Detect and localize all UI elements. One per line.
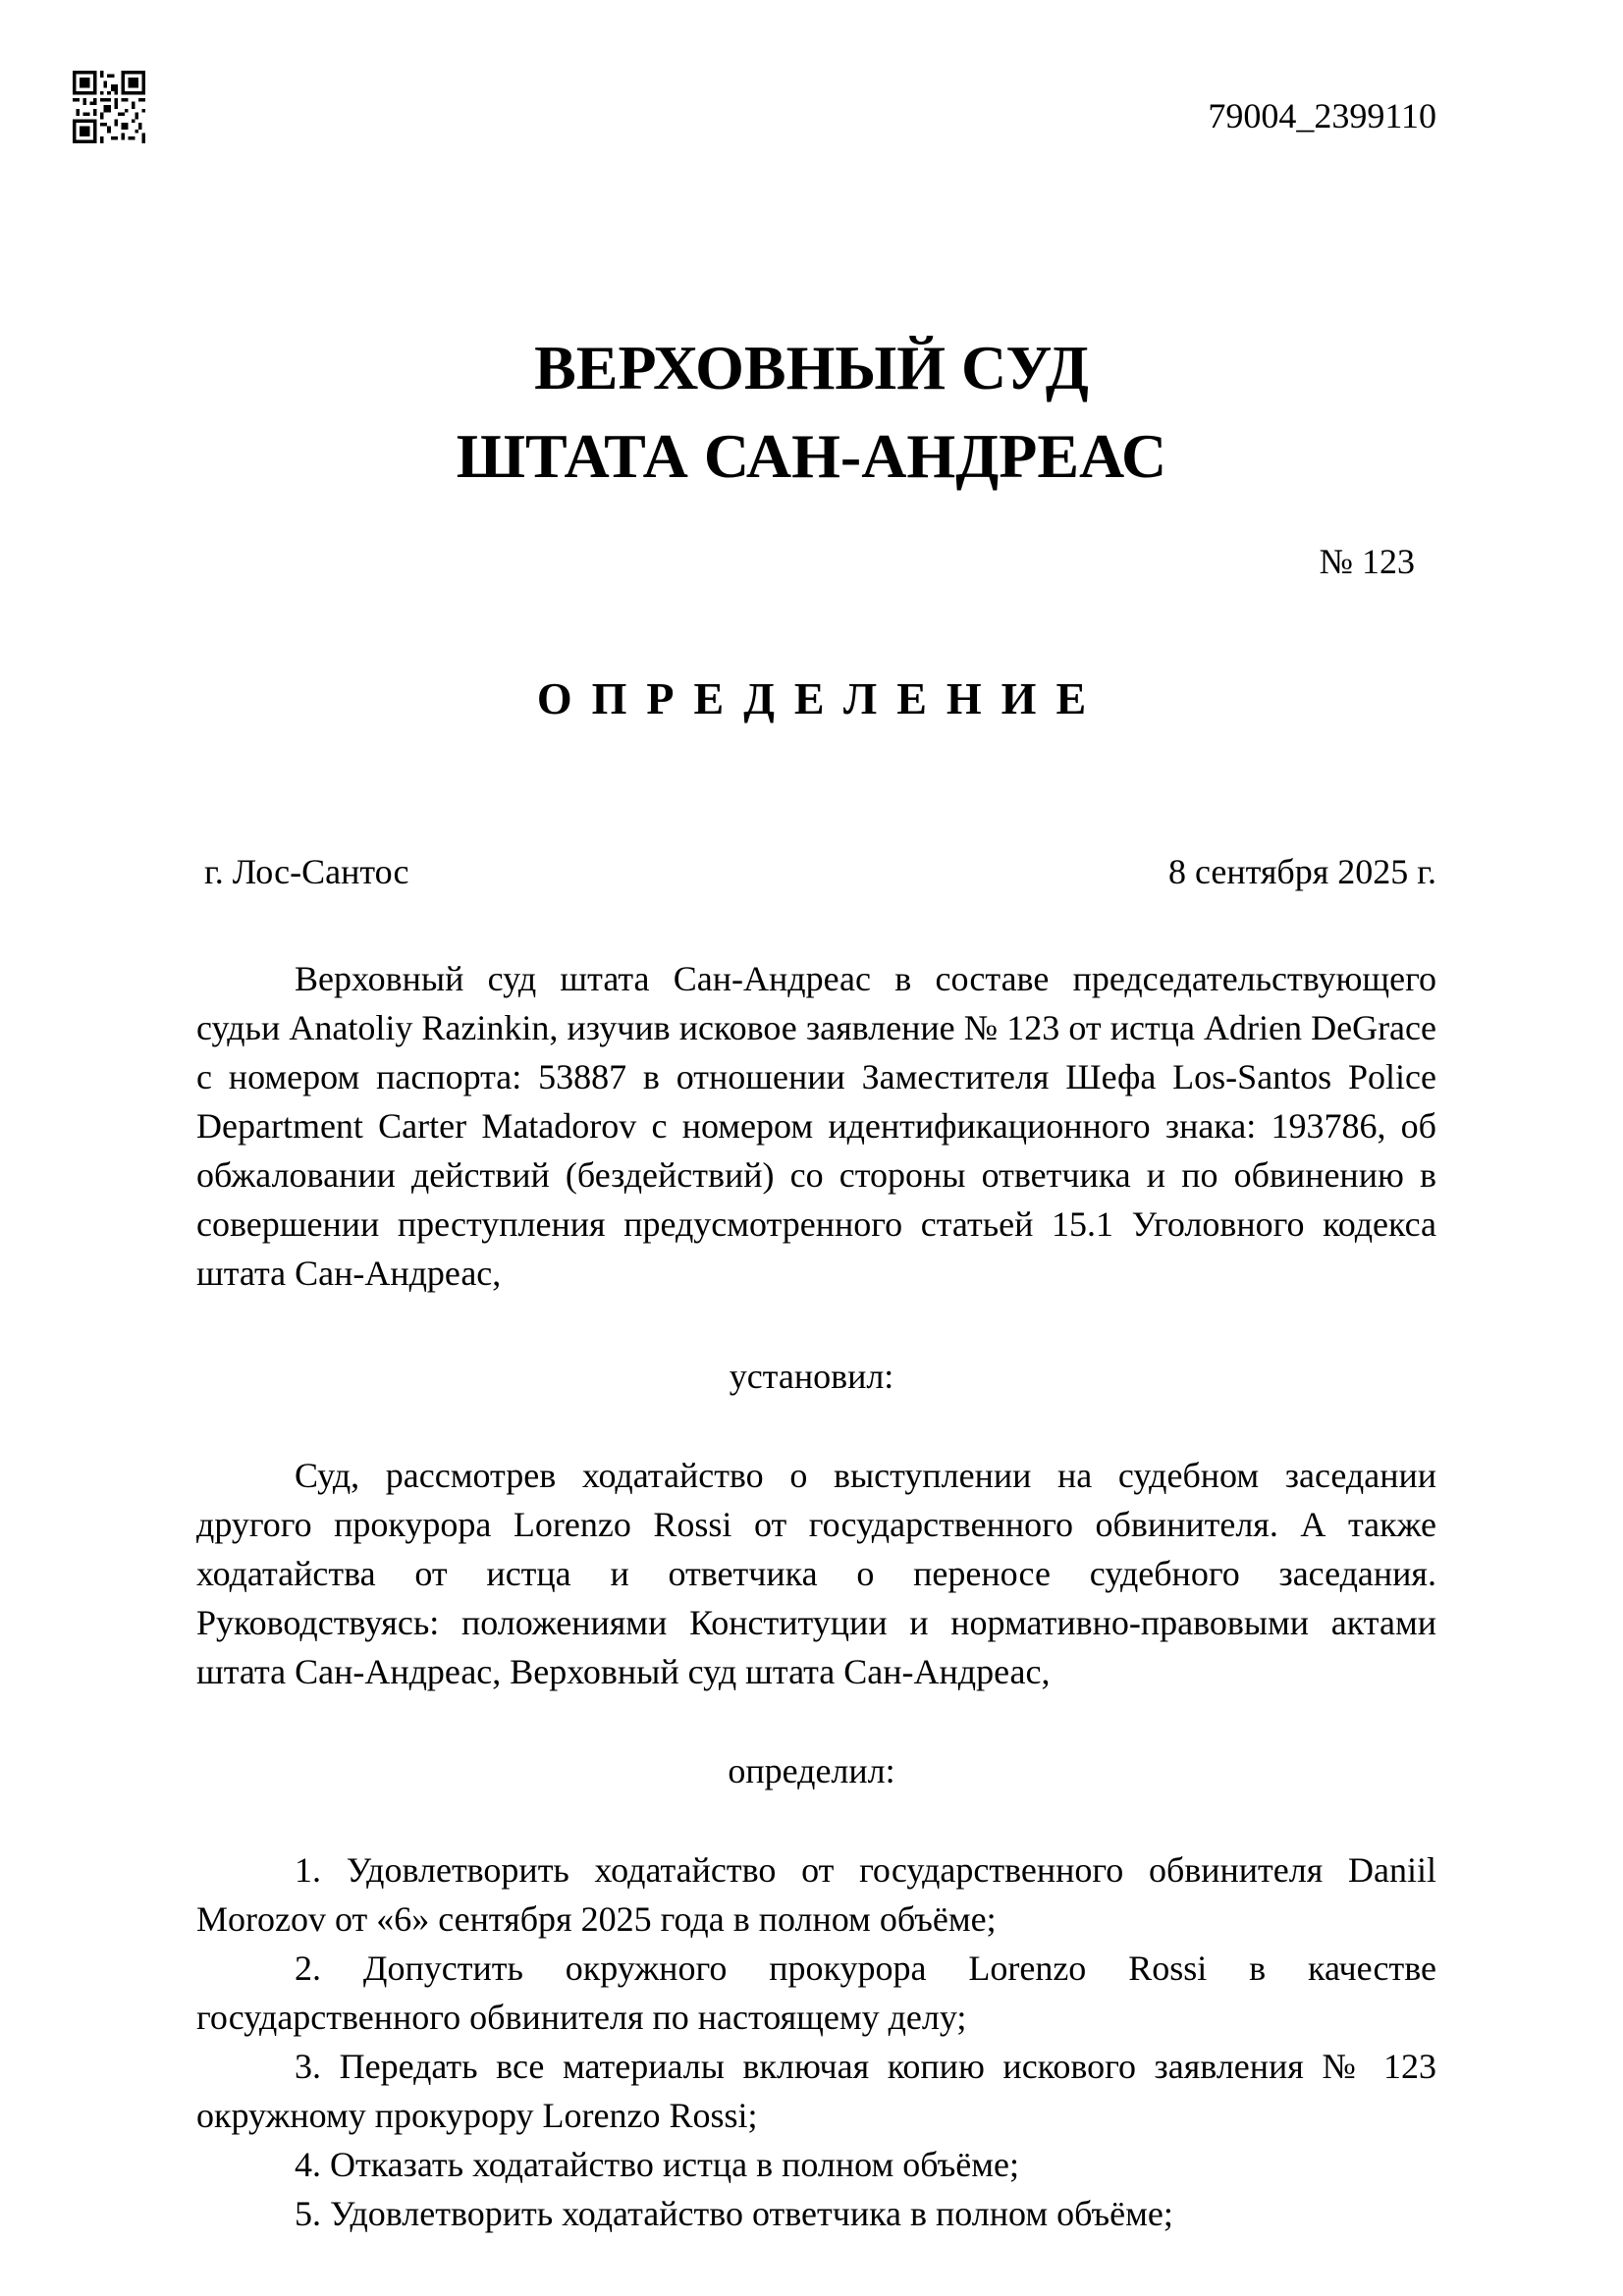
court-title-line-1: ВЕРХОВНЫЙ СУД (534, 333, 1089, 402)
decided-heading: определил: (728, 1751, 895, 1790)
court-title (0, 324, 1623, 501)
established-heading: установил: (729, 1357, 894, 1396)
order-item: 5. Удовлетворить ходатайство ответчика в полном объёме; (295, 2194, 1173, 2233)
order-item: 1. Удовлетворить ходатайство от государственного обвинителя Daniil Morozov от «6» сентября 2025 года в полном объёме; (196, 1850, 1436, 1939)
issue-date: 8 сентября 2025 г. (1167, 852, 1436, 891)
qr-code-icon (73, 71, 145, 143)
established-paragraph: Суд, рассмотрев ходатайство о выступлении на судебном заседании другого прокурора Lorenzo Rossi от государственного обвинителя. А также ходатайства от истца и ответчика о переносе судебного заседания. Руководствуясь: положениями Конституции и нормативно-правовыми актами штата Сан-Андреас, Верховный суд штата Сан-Андреас, (196, 1456, 1436, 1691)
document-number: № 123 (1319, 542, 1415, 581)
order-item: 4. Отказать ходатайство истца в полном объёме; (295, 2145, 1020, 2184)
orders-list (196, 1845, 1436, 2238)
document-id: 79004_2399110 (1208, 96, 1436, 135)
order-item: 3. Передать все материалы включая копию искового заявления № 123 окружному прокурору Lorenzo Rossi; (196, 2047, 1436, 2135)
order-item: 2. Допустить окружного прокурора Lorenzo Rossi в качестве государственного обвинителя по настоящему делу; (196, 1949, 1436, 2037)
place-of-issue: г. Лос-Сантос (204, 852, 409, 891)
intro-paragraph: Верховный суд штата Сан-Андреас в составе председательствующего судьи Anatoliy Razinkin, изучив исковое заявление № 123 от истца Adrien DeGrace с номером паспорта: 53887 в отношении Заместителя Шефа Los-Santos Police Department Carter Matadorov с номером идентификационного знака: 193786, об обжаловании действий (бездействий) со стороны ответчика и по обвинению в совершении преступления предусмотренного статьей 15.1 Уголовного кодекса штата Сан-Андреас, (196, 959, 1436, 1293)
court-title-line-2: ШТАТА САН-АНДРЕАС (456, 421, 1167, 491)
document-type-heading: ОПРЕДЕЛЕНИЕ (536, 673, 1107, 723)
